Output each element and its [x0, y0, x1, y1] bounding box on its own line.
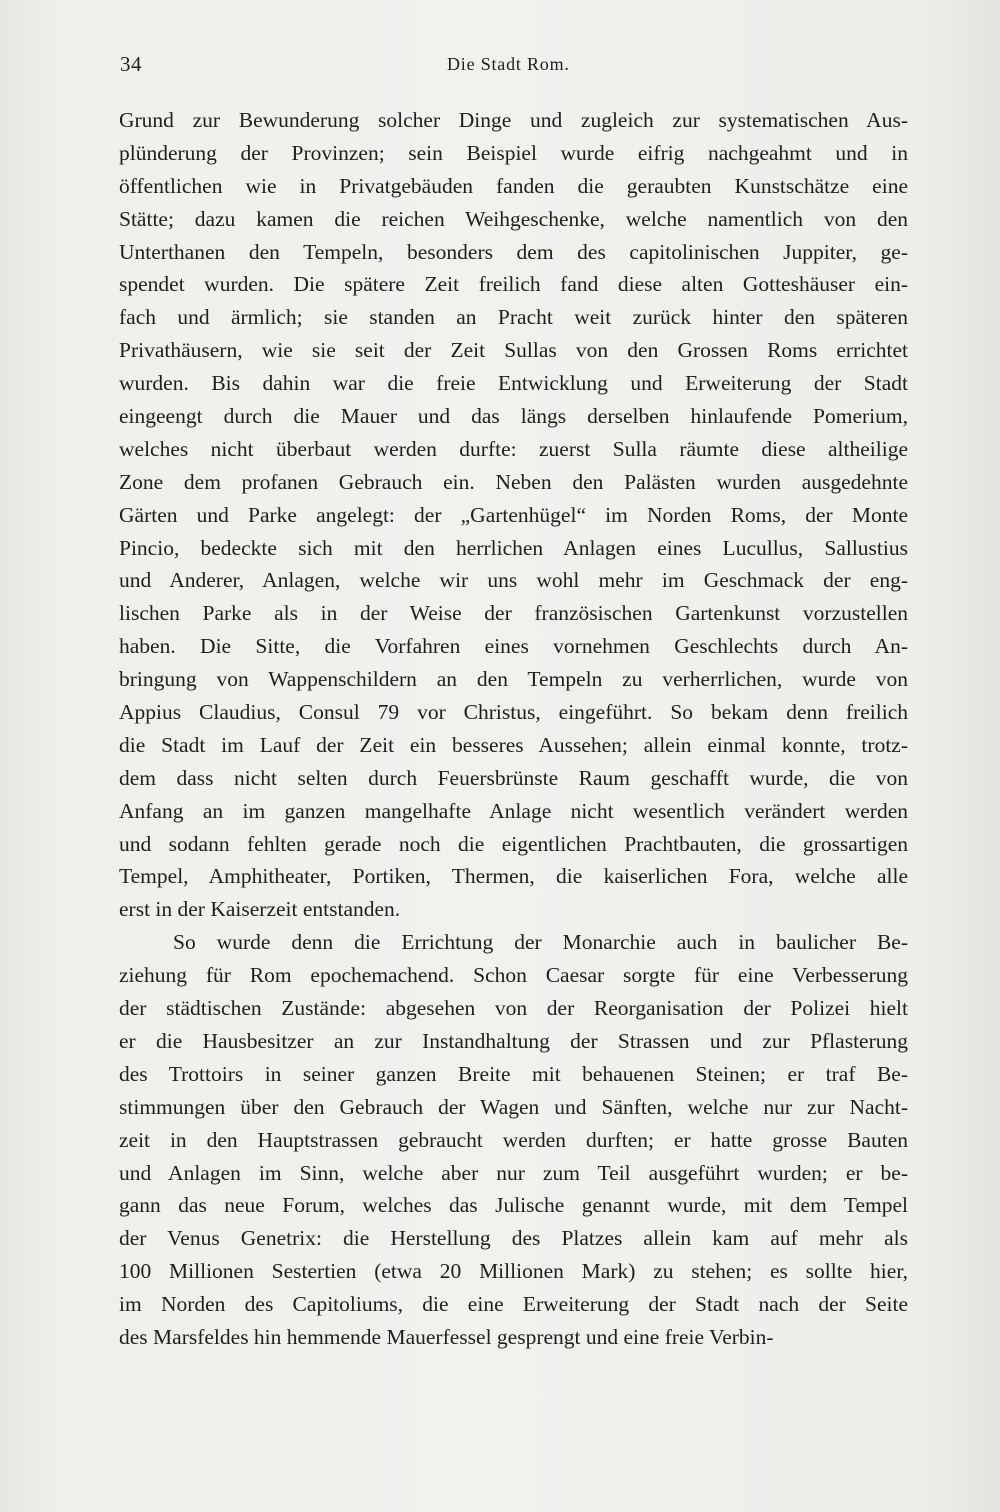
text-line: ziehung für Rom epochemachend. Schon Caesar sorgte für eine Verbesserung	[119, 963, 908, 988]
text-line: Privathäusern, wie sie seit der Zeit Sullas von den Grossen Roms errichtet	[119, 338, 908, 363]
text-line: welches nicht überbaut werden durfte: zuerst Sulla räumte diese altheilige	[119, 436, 908, 461]
text-line: stimmungen über den Gebrauch der Wagen und Sänften, welche nur zur Nacht-	[119, 1094, 908, 1119]
text-line: der städtischen Zustände: abgesehen von der Reorganisation der Polizei hielt	[119, 996, 908, 1021]
text-line: des Marsfeldes hin hemmende Mauerfessel gesprengt und eine freie Verbin-	[119, 1324, 774, 1349]
text-line: Stätte; dazu kamen die reichen Weihgeschenke, welche namentlich von den	[119, 206, 908, 231]
paragraph	[119, 926, 908, 1354]
text-line: Appius Claudius, Consul 79 vor Christus, eingeführt. So bekam denn freilich	[119, 700, 908, 725]
text-line: die Stadt im Lauf der Zeit ein besseres Aussehen; allein einmal konnte, trotz-	[119, 732, 908, 757]
page-number: 34	[120, 52, 142, 76]
text-line: gann das neue Forum, welches das Julische genannt wurde, mit dem Tempel	[119, 1193, 908, 1218]
text-line: haben. Die Sitte, die Vorfahren eines vornehmen Geschlechts durch An-	[119, 634, 908, 659]
text-line: er die Hausbesitzer an zur Instandhaltung der Strassen und zur Pflasterung	[119, 1028, 908, 1053]
text-line: So wurde denn die Errichtung der Monarchie auch in baulicher Be-	[173, 930, 908, 955]
running-header	[120, 52, 910, 82]
text-line: Anfang an im ganzen mangelhafte Anlage nicht wesentlich verändert werden	[119, 798, 908, 823]
text-line: und sodann fehlten gerade noch die eigentlichen Prachtbauten, die grossartigen	[119, 831, 908, 856]
text-line: Unterthanen den Tempeln, besonders dem des capitolinischen Juppiter, ge-	[119, 239, 908, 264]
text-line: fach und ärmlich; sie standen an Pracht weit zurück hinter den späteren	[119, 305, 908, 330]
text-line: des Trottoirs in seiner ganzen Breite mit behauenen Steinen; er traf Be-	[119, 1061, 908, 1086]
text-line: Grund zur Bewunderung solcher Dinge und zugleich zur systematischen Aus-	[119, 108, 908, 132]
text-line: Zone dem profanen Gebrauch ein. Neben den Palästen wurden ausgedehnte	[119, 469, 908, 494]
text-line: und Anlagen im Sinn, welche aber nur zum Teil ausgeführt wurden; er be-	[119, 1160, 908, 1185]
text-line: eingeengt durch die Mauer und das längs derselben hinlaufende Pomerium,	[119, 404, 908, 429]
text-line: Gärten und Parke angelegt: der „Gartenhügel“ im Norden Roms, der Monte	[119, 502, 908, 527]
text-line: wurden. Bis dahin war die freie Entwicklung und Erweiterung der Stadt	[119, 371, 908, 396]
text-line: der Venus Genetrix: die Herstellung des Platzes allein kam auf mehr als	[119, 1226, 908, 1251]
text-line: und Anderer, Anlagen, welche wir uns wohl mehr im Geschmack der eng-	[119, 568, 908, 593]
text-line: zeit in den Hauptstrassen gebraucht werden durften; er hatte grosse Bauten	[119, 1127, 908, 1152]
text-line: erst in der Kaiserzeit entstanden.	[119, 897, 401, 922]
text-line: lischen Parke als in der Weise der französischen Gartenkunst vorzustellen	[119, 601, 908, 626]
running-title: Die Stadt Rom.	[447, 54, 570, 74]
text-line: plünderung der Provinzen; sein Beispiel wurde eifrig nachgeahmt und in	[119, 140, 908, 165]
text-line: öffentlichen wie in Privatgebäuden fanden die geraubten Kunstschätze eine	[119, 173, 908, 198]
text-line: im Norden des Capitoliums, die eine Erweiterung der Stadt nach der Seite	[119, 1292, 908, 1317]
text-line: Tempel, Amphitheater, Portiken, Thermen, die kaiserlichen Fora, welche alle	[119, 864, 908, 889]
text-line: dem dass nicht selten durch Feuersbrünste Raum geschafft wurde, die von	[119, 765, 908, 790]
text-line: bringung von Wappenschildern an den Tempeln zu verherrlichen, wurde von	[119, 667, 908, 692]
text-line: spendet wurden. Die spätere Zeit freilich fand diese alten Gotteshäuser ein-	[119, 272, 908, 297]
paragraph	[119, 104, 908, 926]
body-text	[119, 104, 908, 1354]
text-line: 100 Millionen Sestertien (etwa 20 Millionen Mark) zu stehen; es sollte hier,	[119, 1259, 908, 1284]
text-line: Pincio, bedeckte sich mit den herrlichen Anlagen eines Lucullus, Sallustius	[119, 535, 908, 560]
